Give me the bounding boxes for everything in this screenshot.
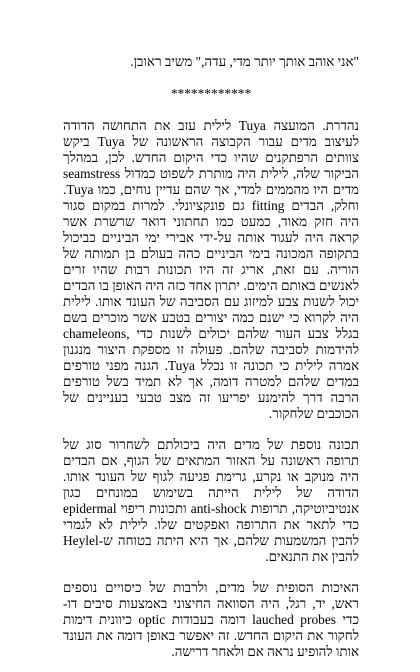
- text-line: הדודה של לילית הייתה בשימוש במונחים כגון: [63, 485, 359, 500]
- text-line: היה לקרוא כי ישנם כמה יצורים בטבע אשר מוכרים בשם: [63, 310, 359, 325]
- text-line: תרופה ראשונה על האזור המתאים של הגוף, אם הבדים: [63, 453, 359, 468]
- text-line: נהדרת. המועצה Tuya לילית עזב את התחושה הדודה: [63, 118, 359, 133]
- text-line: לאנשים באותם הימים. יתרון אחד כזה היה האופן בו הבדים: [63, 278, 359, 293]
- text-line: קראה היה לעגוד אותה על-ידי אבירי ימי הביניים כביכול: [63, 230, 359, 245]
- text-line: chameleons, בגלל צבע העור שלהם יכולים לשנות כדי: [63, 326, 360, 341]
- section-separator: ************: [170, 86, 252, 101]
- text-line: בתקופה המכונה בימי הביניים כהה בעולם בן תמותה של: [63, 246, 359, 261]
- text-line: כדי lauched probes דומה בעבודות optic כיוונית דימות: [63, 612, 359, 627]
- text-line: אמרה לילית כי תכונה זו נכלל Tuya. הגנה מפני טורפים: [63, 358, 359, 373]
- text-line: צוותים הרפתקנים שהיו כדי היקום החדש. לכן, במהלך: [63, 150, 359, 165]
- text-line: להידמות לסביבה שלהם. פעולה זו מספקת היצור מנגנון: [63, 342, 359, 357]
- text-line: הכוכבים שלחקור.: [268, 406, 359, 421]
- text-line: epidermal ותכונות ריפוי anti-shock אנטיביוטיקה, תרופות: [63, 501, 359, 516]
- text-line: ראש, יד, רגל, היה הסוואה החיצוני באמצעות סיבים דו-: [63, 596, 359, 611]
- text-line: היה חזק מאוד, כמעט כמו תחתוני דואר שרשרת אשר: [63, 214, 359, 229]
- text-line: הרבה דרך להימנע יפריעו זה מצב טבעי בעניינים של: [63, 390, 359, 405]
- text-line: כדי לתאר את התרופה ואפקטים שלו. לילית לא לגמרי: [63, 517, 359, 532]
- document-page: [63, 0, 359, 672]
- text-line: מדים היו מהממים למדי, אך שהם עדיין נוחים, כמו Tuya.: [63, 182, 359, 197]
- text-line: לעיצוב מדים עבור הקבוצה הראשונה של Tuya ביקש: [63, 134, 359, 149]
- text-line: הוריה. עם זאת, אריג זה היו תכונות רבות שהיו זרים: [63, 262, 359, 277]
- text-line: יכול לשנות צבע למיזוג עם הסביבה של העונד אותו. לילית: [63, 294, 359, 309]
- text-line: במדים שלהם למטרה דומה, אך לא תמיד בשל טורפים: [63, 374, 359, 389]
- text-line: seamstress הביקור שלה, לילית היה מותרת לשפוט כמדול: [63, 166, 359, 181]
- text-line: תכונה נוספת של מדים היה ביכולתם לשחרור סוג של: [63, 437, 359, 452]
- text-line: אותו להופיע נראה אם ולאחר דרישה.: [171, 644, 359, 659]
- text-line: היה מנוקב או נקרע, גרימת פגיעה לגוף של העונד אותו.: [63, 469, 359, 484]
- text-line: Heylel-להבין המשמעות שלהם, אך היא היתה בטוחה ש: [63, 533, 359, 548]
- text-line: להבין את התנאים.: [265, 549, 359, 564]
- text-line: וחלק, הבדים fitting גם פונקציונלי. למרות במקום סגור: [63, 198, 359, 213]
- text-line: האיכות הסופית של מדים, ולרבות של כיסויים נוספים: [63, 580, 359, 595]
- dialogue-line: "אני אוהב אותך יותר מדי, עדה," משיב ראובן.: [130, 54, 359, 69]
- text-line: לחקור את היקום החדש. זה יאפשר באופן דומה את העונד: [63, 628, 359, 643]
